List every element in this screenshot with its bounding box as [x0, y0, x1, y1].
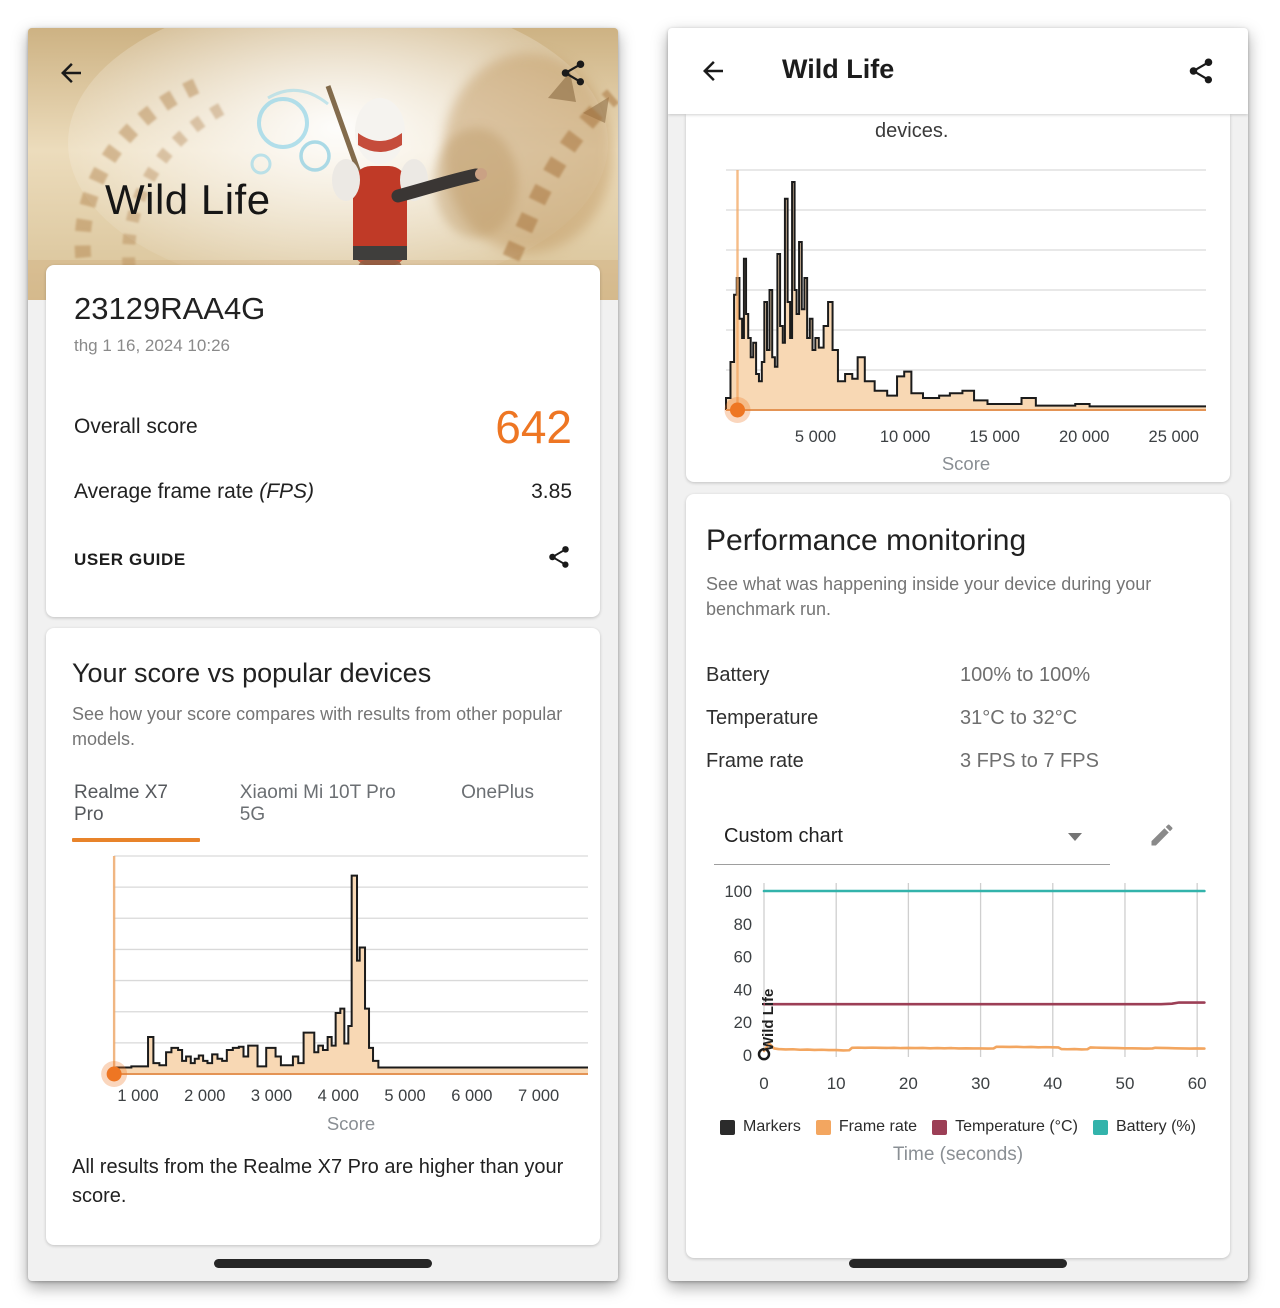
- svg-text:Score: Score: [941, 453, 991, 474]
- stat-row-battery: Battery 100% to 100%: [706, 664, 1091, 686]
- stats-list: [706, 654, 1210, 783]
- svg-text:5 000: 5 000: [384, 1087, 426, 1105]
- stat-row-frame-rate: Frame rate 3 FPS to 7 FPS: [706, 750, 1099, 772]
- score-distribution-chart: [72, 842, 618, 1142]
- left-screenshot: [28, 28, 618, 1281]
- share-icon: [1186, 56, 1216, 86]
- legend-temperature: Temperature (°C): [932, 1118, 1078, 1136]
- share-icon: [558, 58, 588, 88]
- svg-text:30: 30: [971, 1074, 991, 1093]
- legend-frame-rate: Frame rate: [816, 1118, 917, 1136]
- overall-score-value: 642: [495, 401, 572, 453]
- app-bar-title: Wild Life: [782, 54, 895, 84]
- frame-rate-unit: (FPS): [259, 480, 315, 503]
- svg-text:80: 80: [733, 915, 752, 934]
- svg-text:6 000: 6 000: [451, 1087, 493, 1105]
- compare-subtitle: See how your score compares with results from other popular models.: [72, 704, 563, 749]
- comparison-footnote: All results from the Realme X7 Pro are higher than your score.: [72, 1156, 564, 1207]
- hero-banner: [28, 28, 618, 300]
- svg-text:40: 40: [1043, 1074, 1063, 1093]
- svg-text:Wild Life: Wild Life: [760, 988, 777, 1051]
- svg-text:20: 20: [733, 1014, 752, 1033]
- pencil-icon: [1148, 821, 1176, 849]
- overall-score-label: Overall score: [74, 415, 198, 438]
- compare-card: [46, 628, 600, 1245]
- svg-text:20 000: 20 000: [1058, 428, 1110, 446]
- benchmark-title: Wild Life: [105, 176, 271, 223]
- chevron-down-icon: [1068, 833, 1082, 841]
- svg-text:2 000: 2 000: [184, 1087, 226, 1105]
- tab-realme-x7-pro[interactable]: Realme X7 Pro: [72, 782, 200, 842]
- share-icon: [546, 544, 572, 570]
- performance-title: Performance monitoring: [706, 524, 1027, 557]
- run-timestamp: thg 1 16, 2024 10:26: [74, 336, 230, 355]
- stat-row-temperature: Temperature 31°C to 32°C: [706, 707, 1078, 729]
- device-name: 23129RAA4G: [74, 291, 266, 326]
- svg-text:60: 60: [1187, 1074, 1207, 1093]
- svg-text:7 000: 7 000: [517, 1087, 560, 1105]
- back-button[interactable]: [56, 58, 90, 92]
- right-screenshot: [668, 28, 1248, 1281]
- tab-xiaomi-mi-10t-pro-5g[interactable]: Xiaomi Mi 10T Pro 5G: [239, 782, 396, 825]
- svg-text:100: 100: [724, 883, 752, 901]
- legend-battery: Battery (%): [1093, 1118, 1196, 1136]
- gesture-bar[interactable]: [849, 1259, 1067, 1268]
- svg-text:25 000: 25 000: [1148, 428, 1199, 446]
- svg-text:5 000: 5 000: [794, 428, 837, 446]
- chart-type-value: Custom chart: [724, 825, 843, 847]
- back-button[interactable]: [696, 54, 730, 88]
- performance-chart: [706, 865, 1248, 1105]
- frame-rate-value: 3.85: [531, 480, 572, 503]
- chart-type-dropdown[interactable]: [714, 819, 1110, 865]
- performance-card: [686, 494, 1230, 1258]
- legend-markers: Markers: [720, 1118, 801, 1136]
- share-button[interactable]: [1184, 54, 1218, 88]
- svg-text:20: 20: [898, 1074, 918, 1093]
- app-bar: [668, 28, 1248, 114]
- arrow-back-icon: [698, 56, 728, 86]
- svg-text:50: 50: [1115, 1074, 1135, 1093]
- svg-text:0: 0: [759, 1074, 769, 1093]
- svg-text:15 000: 15 000: [969, 428, 1020, 446]
- frame-rate-row: [74, 480, 572, 504]
- svg-text:Score: Score: [326, 1113, 376, 1134]
- svg-text:0: 0: [742, 1047, 752, 1065]
- distribution-card: [686, 114, 1230, 482]
- chart-legend: [706, 1118, 1210, 1136]
- arrow-back-icon: [56, 58, 86, 88]
- svg-text:4 000: 4 000: [317, 1087, 359, 1105]
- device-tabs: [72, 782, 574, 842]
- svg-text:3 000: 3 000: [250, 1087, 293, 1105]
- svg-text:10: 10: [826, 1074, 846, 1093]
- compare-title: Your score vs popular devices: [72, 658, 432, 688]
- hero-artwork: [28, 28, 618, 300]
- performance-subtitle: See what was happening inside your device during your benchmark run.: [706, 574, 1152, 619]
- svg-text:40: 40: [733, 981, 752, 1000]
- x-axis-label: Time (seconds): [892, 1144, 1024, 1165]
- tab-oneplus[interactable]: OnePlus: [461, 782, 534, 803]
- overall-score-row: [74, 400, 572, 454]
- svg-text:60: 60: [733, 948, 752, 967]
- share-result-button[interactable]: [546, 544, 572, 575]
- gesture-bar[interactable]: [214, 1259, 432, 1268]
- edit-chart-button[interactable]: [1148, 821, 1180, 853]
- svg-text:10 000: 10 000: [879, 428, 931, 446]
- result-card: [46, 265, 600, 617]
- user-guide-button[interactable]: USER GUIDE: [74, 549, 186, 569]
- share-button[interactable]: [558, 58, 592, 92]
- truncated-paragraph-fragment: devices.: [875, 120, 949, 142]
- frame-rate-label: Average frame rate: [74, 480, 260, 503]
- benchmark-distribution-chart: [686, 148, 1230, 478]
- svg-text:1 000: 1 000: [117, 1087, 159, 1105]
